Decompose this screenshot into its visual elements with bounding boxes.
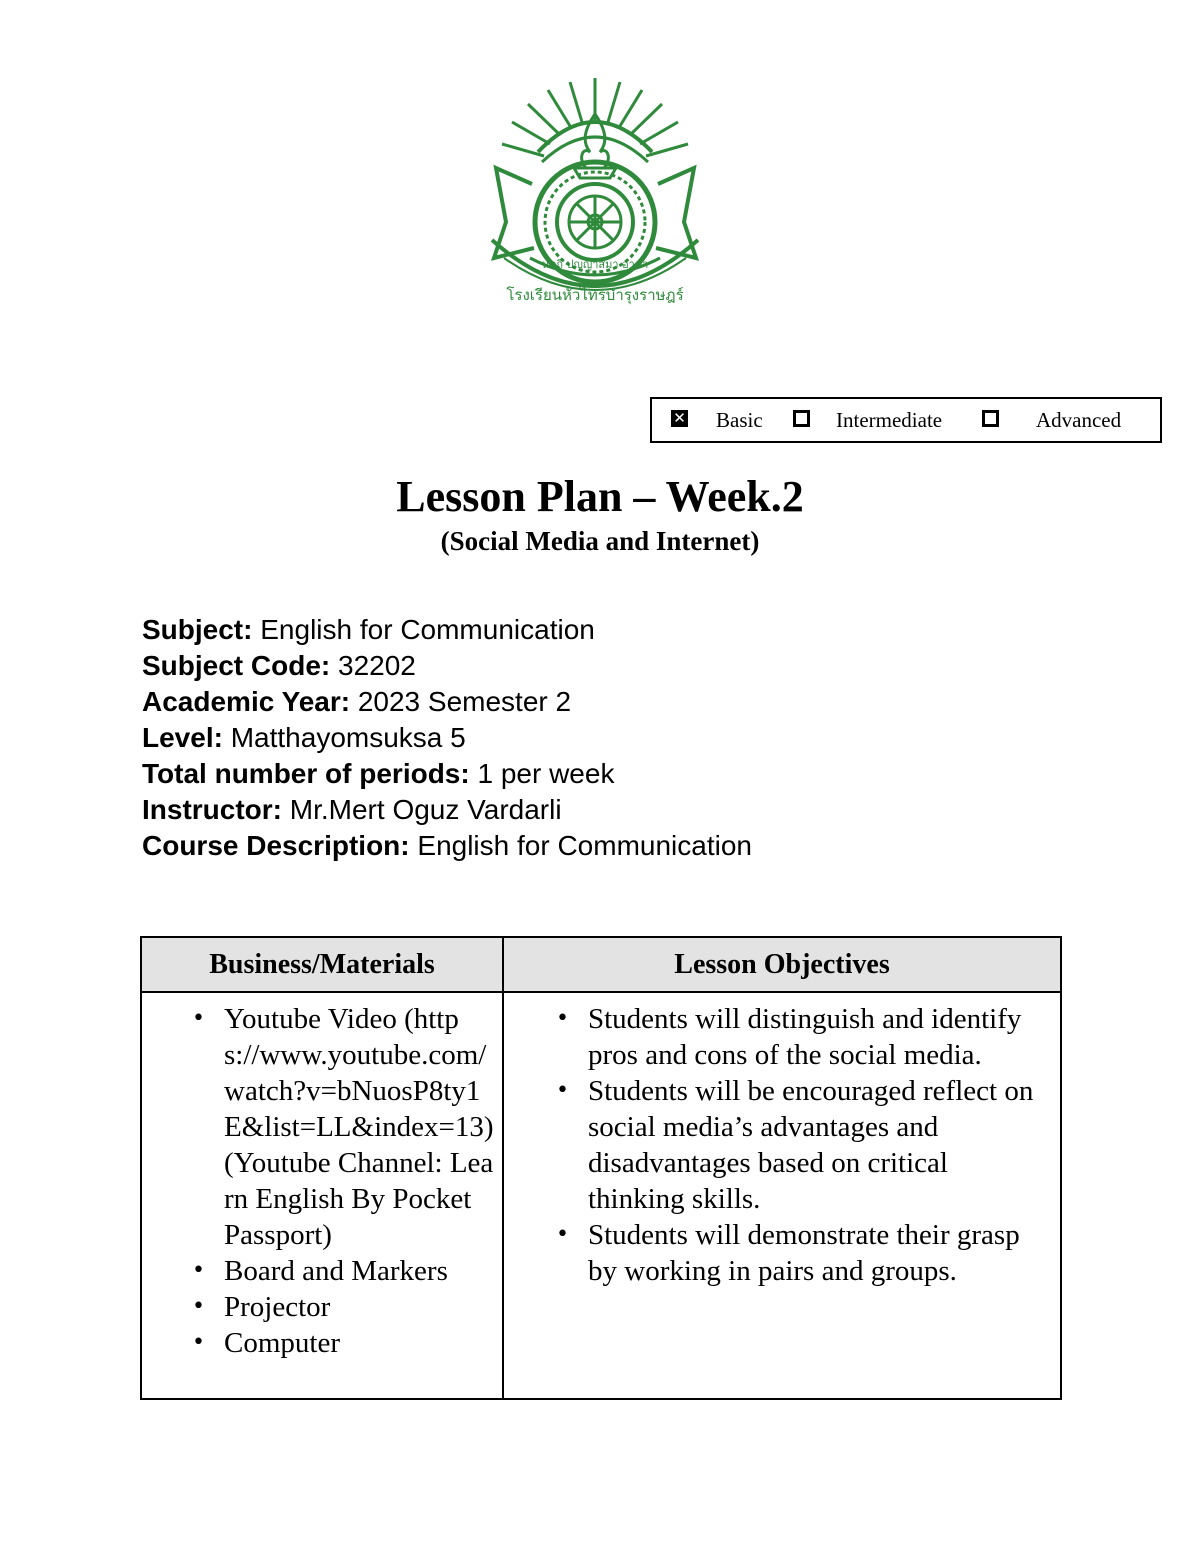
intermediate-label: Intermediate [836,408,943,432]
intermediate-checkbox[interactable] [793,410,810,427]
advanced-checkbox[interactable] [982,410,999,427]
info-value: Matthayomsuksa 5 [222,722,466,753]
svg-text:นตฺถิ ปญฺญาสมา อาภา: นตฺถิ ปญฺญาสมา อาภา [541,258,649,271]
list-item: • Board and Markers [224,1253,494,1289]
info-value: Mr.Mert Oguz Vardarli [282,794,562,825]
info-row-subject [142,612,752,648]
info-value: 2023 Semester 2 [350,686,572,717]
info-label: Total number of periods: [142,758,470,789]
list-item: • Students will distinguish and identify pros and cons of the social media. [588,1001,1040,1073]
page-title: Lesson Plan – Week.2 [396,472,804,521]
info-row-periods [142,756,752,792]
info-label: Subject Code: [142,650,331,681]
course-info [142,612,752,864]
info-row-academic-year [142,684,752,720]
svg-text:โรงเรียนหัวไทรบำรุงราษฎร์: โรงเรียนหัวไทรบำรุงราษฎร์ [506,286,684,304]
info-label: Academic Year: [142,686,351,717]
objectives-header: Lesson Objectives [503,937,1061,992]
list-item: • Projector [224,1289,494,1325]
advanced-label: Advanced [1036,408,1122,432]
materials-cell [141,992,503,1399]
lesson-plan-table [140,936,1062,1400]
table-header-row [141,937,1061,992]
info-label: Instructor: [142,794,282,825]
table-row [141,992,1061,1399]
info-value: English for Communication [409,830,752,861]
materials-header: Business/Materials [141,937,503,992]
list-item: • Students will demonstrate their grasp by working in pairs and groups. [588,1217,1040,1289]
page-subtitle: (Social Media and Internet) [440,526,760,556]
basic-label: Basic [716,408,763,432]
basic-checkbox[interactable]: ✕ [671,410,688,427]
info-row-course-description [142,828,752,864]
info-label: Course Description: [142,830,410,861]
objectives-cell [503,992,1061,1399]
info-label: Subject: [142,614,253,645]
materials-list [142,1001,502,1361]
info-value: English for Communication [252,614,595,645]
level-selector [650,397,1162,443]
objectives-list [504,1001,1060,1289]
info-value: 32202 [330,650,416,681]
school-logo [478,72,712,312]
info-label: Level: [142,722,223,753]
list-item: • Computer [224,1325,494,1361]
info-row-instructor [142,792,752,828]
info-row-level [142,720,752,756]
info-row-subject-code [142,648,752,684]
list-item: • Youtube Video (https://www.youtube.com/watch?v=bNuosP8ty1E&list=LL&index=13) (Youtube Channel: Learn English By Pocket Passport) [224,1001,494,1253]
list-item: • Students will be encouraged reflect on social media’s advantages and disadvantages based on critical thinking skills. [588,1073,1040,1217]
info-value: 1 per week [469,758,615,789]
